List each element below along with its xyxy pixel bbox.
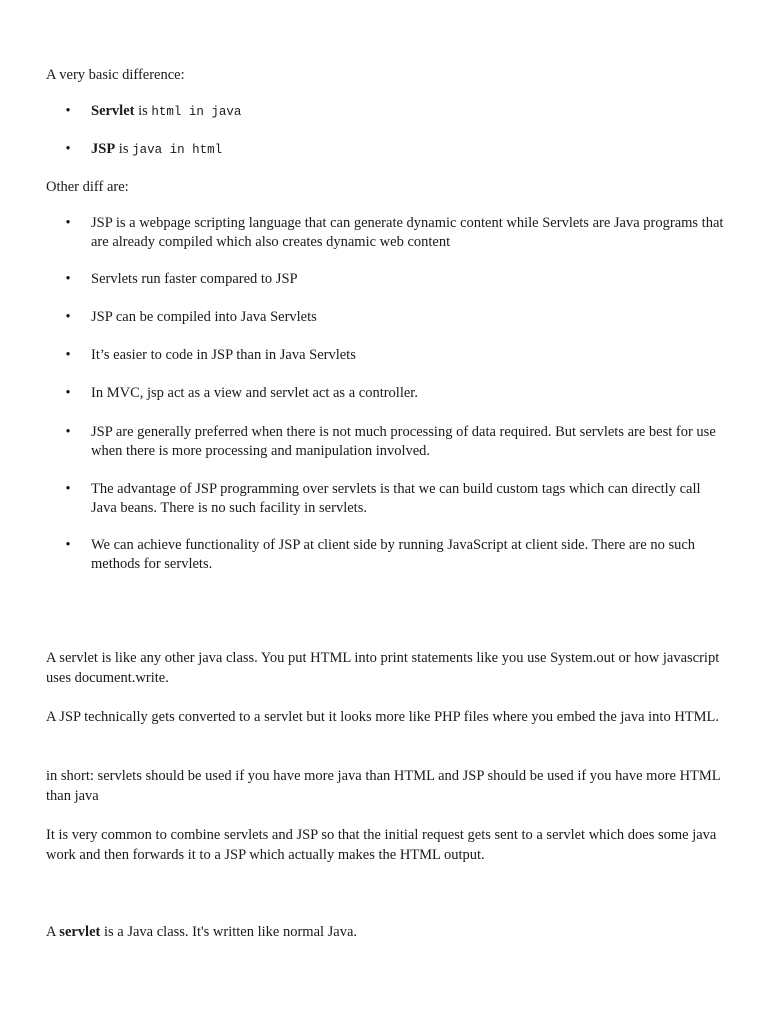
paragraph-jsp: A JSP technically gets converted to a servlet but it looks more like PHP files where you embed the java into HTML.	[46, 709, 720, 725]
basic-item-jsp: • JSP is java in html	[65, 141, 223, 157]
list-item: • It’s easier to code in JSP than in Java Servlets	[65, 347, 356, 363]
bullet-icon: •	[65, 347, 71, 363]
term: servlet	[59, 924, 101, 940]
bullet-icon: •	[65, 103, 71, 119]
bullet-icon: •	[65, 271, 71, 287]
bullet-icon: •	[65, 537, 71, 553]
other-heading: Other diff are:	[46, 179, 129, 195]
paragraph-closing: A servlet is a Java class. It's written like normal Java.	[46, 924, 358, 940]
bullet-icon: •	[65, 424, 71, 440]
bullet-icon: •	[65, 309, 71, 325]
bullet-icon: •	[65, 481, 71, 497]
term: Servlet	[91, 103, 135, 119]
paragraph-in-short: in short: servlets should be used if you have more java than HTML and JSP should be used if you have more HTML than java	[46, 768, 721, 804]
list-item: • In MVC, jsp act as a view and servlet act as a controller.	[65, 385, 418, 401]
list-item: • The advantage of JSP programming over servlets is that we can build custom tags which can directly call Java beans. There is no such facility in servlets.	[65, 481, 701, 516]
list-item: • We can achieve functionality of JSP at client side by running JavaScript at client side. There are no such methods for servlets.	[65, 537, 696, 572]
inline-code: java in html	[132, 143, 223, 157]
bullet-icon: •	[65, 215, 71, 231]
list-item: • JSP is a webpage scripting language that can generate dynamic content while Servlets are Java programs that are already compiled which also creates dynamic web content	[65, 215, 724, 250]
list-item: • JSP can be compiled into Java Servlets	[65, 309, 317, 325]
intro-heading: A very basic difference:	[46, 67, 185, 83]
paragraph-combine: It is very common to combine servlets and JSP so that the initial request gets sent to a servlet which does some java work and then forwards it to a JSP which actually makes the HTML output.	[46, 827, 717, 863]
bullet-icon: •	[65, 385, 71, 401]
term: JSP	[91, 141, 116, 157]
list-item: • JSP are generally preferred when there is not much processing of data required. But servlets are best for use when there is more processing and manipulation involved.	[65, 424, 716, 459]
bullet-icon: •	[65, 141, 71, 157]
inline-code: html in java	[151, 105, 242, 119]
list-item: • Servlets run faster compared to JSP	[65, 271, 298, 287]
paragraph-servlet: A servlet is like any other java class. You put HTML into print statements like you use System.out or how javascript uses document.write.	[46, 650, 720, 686]
basic-item-servlet: • Servlet is html in java	[65, 103, 242, 119]
